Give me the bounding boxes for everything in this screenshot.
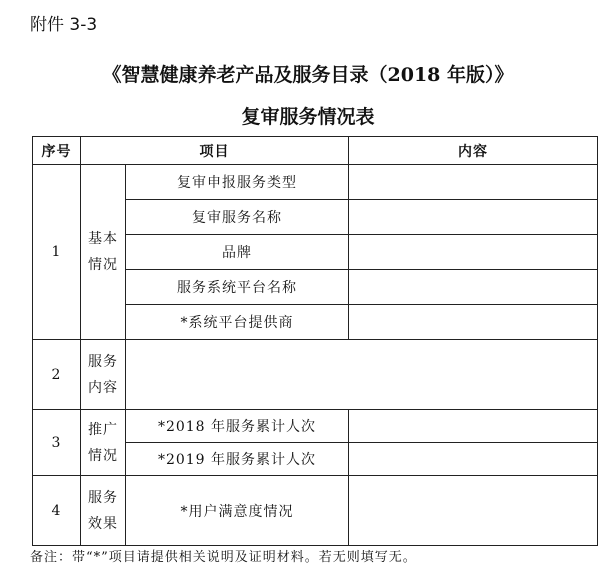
item-label: *用户满意度情况 bbox=[126, 476, 349, 546]
item-label: 复审服务名称 bbox=[126, 200, 349, 235]
content-field[interactable] bbox=[349, 476, 598, 546]
header-item: 项目 bbox=[81, 137, 349, 165]
category-basic bbox=[81, 165, 126, 340]
row-number: 2 bbox=[33, 340, 81, 410]
document-title: 《智慧健康养老产品及服务目录（2018 年版）》 bbox=[102, 64, 514, 86]
item-label: *2018 年服务累计人次 bbox=[126, 410, 349, 443]
footnote: 备注：带“*”项目请提供相关说明及证明材料。若无则填写无。 bbox=[30, 550, 417, 565]
category-text: 服务 bbox=[88, 489, 118, 506]
category-text: 推广 bbox=[88, 421, 118, 438]
category-promotion bbox=[81, 410, 126, 476]
table-row bbox=[33, 340, 598, 410]
item-label: 复审申报服务类型 bbox=[126, 165, 349, 200]
category-text: 服务 bbox=[88, 353, 118, 370]
category-text: 情况 bbox=[88, 447, 118, 464]
category-text: 效果 bbox=[88, 515, 118, 532]
content-field[interactable] bbox=[349, 200, 598, 235]
content-field[interactable] bbox=[349, 165, 598, 200]
table-row bbox=[33, 165, 598, 200]
item-label: 品牌 bbox=[126, 235, 349, 270]
category-text: 基本 bbox=[88, 231, 118, 247]
header-content: 内容 bbox=[349, 137, 598, 165]
table-row bbox=[33, 476, 598, 546]
content-field[interactable] bbox=[349, 235, 598, 270]
attachment-label: 附件 3-3 bbox=[30, 15, 98, 35]
content-field[interactable] bbox=[349, 305, 598, 340]
category-effect bbox=[81, 476, 126, 546]
row-number: 4 bbox=[33, 476, 81, 546]
row-number: 1 bbox=[33, 165, 81, 340]
category-service bbox=[81, 340, 126, 410]
content-field[interactable] bbox=[349, 410, 598, 443]
header-no: 序号 bbox=[33, 137, 81, 165]
row-number: 3 bbox=[33, 410, 81, 476]
category-text: 情况 bbox=[88, 257, 118, 273]
category-text: 内容 bbox=[88, 379, 118, 396]
review-form-table bbox=[32, 136, 598, 546]
form-title: 复审服务情况表 bbox=[241, 106, 375, 128]
content-field[interactable] bbox=[349, 443, 598, 476]
service-content-field[interactable] bbox=[126, 340, 598, 410]
item-label: *系统平台提供商 bbox=[126, 305, 349, 340]
table-row bbox=[33, 410, 598, 443]
table-header-row bbox=[33, 137, 598, 165]
item-label: 服务系统平台名称 bbox=[126, 270, 349, 305]
item-label: *2019 年服务累计人次 bbox=[126, 443, 349, 476]
content-field[interactable] bbox=[349, 270, 598, 305]
